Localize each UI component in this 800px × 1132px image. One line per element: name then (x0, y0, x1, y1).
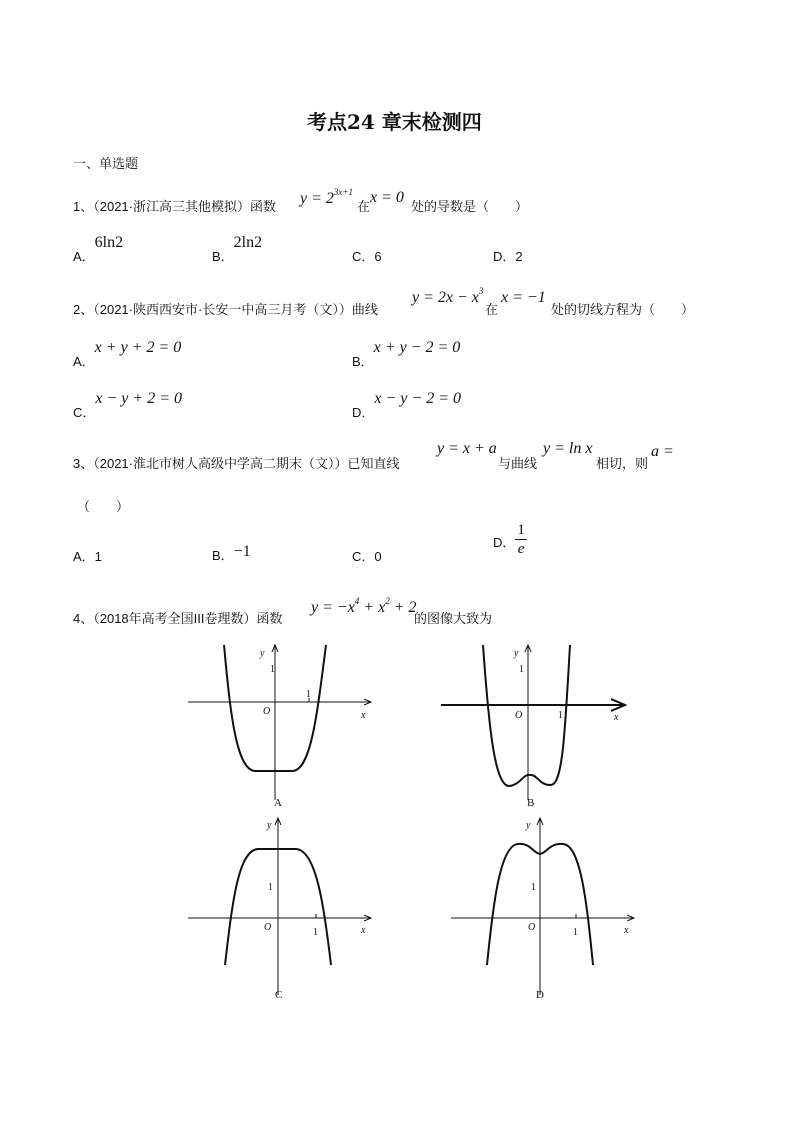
question-number: 4、 (73, 611, 94, 626)
option-b[interactable] (212, 232, 263, 264)
origin-label: O (264, 922, 272, 933)
option-value: x − y − 2 = 0 (374, 390, 461, 407)
question-2-at: 在 (485, 302, 499, 317)
option-label: D． (493, 535, 516, 550)
y-axis-label: y (526, 820, 531, 831)
section-heading: 一、单选题 (73, 156, 139, 171)
question-number: 1、 (73, 199, 94, 214)
function-exponent: 3x+1 (333, 187, 353, 197)
question-3-curve: y = ln x (543, 440, 593, 457)
question-2-stem (73, 299, 378, 318)
option-c[interactable] (352, 546, 382, 565)
option-label: D． (493, 249, 516, 264)
question-1-function (300, 187, 353, 208)
graph-d[interactable] (445, 815, 645, 1005)
option-label: A． (73, 354, 95, 369)
question-source: （2021·淮北市树人高级中学高二期末（文））已知直线 (93, 456, 400, 471)
question-3-line: y = x + a (437, 440, 497, 457)
graph-caption: C (275, 989, 283, 1001)
y-tick-label: 1 (531, 882, 536, 893)
y-tick-label: 1 (270, 664, 275, 675)
question-source: （2021·浙江高三其他模拟）函数 (93, 199, 276, 214)
option-label: A． (73, 549, 95, 564)
question-3-paren: （ ） (77, 499, 130, 514)
curve (483, 645, 570, 786)
option-value: 0 (374, 549, 382, 564)
graph-b[interactable] (435, 640, 635, 815)
function-base: y = 2 (300, 190, 334, 207)
option-d[interactable] (493, 521, 527, 558)
x-axis-label: x (624, 925, 629, 936)
option-value: x + y + 2 = 0 (94, 339, 182, 356)
option-c[interactable] (352, 246, 382, 265)
function-part: + x (359, 599, 386, 616)
question-3-tail: 相切，则 (596, 456, 649, 471)
x-tick-label: 1 (313, 927, 318, 938)
option-value-fraction (515, 521, 527, 558)
y-tick-label: 1 (519, 664, 524, 675)
y-axis-label: y (267, 820, 272, 831)
option-value: 6 (374, 249, 382, 264)
graph-caption: A (274, 797, 282, 809)
option-value: 2 (515, 249, 523, 264)
fraction-denominator: e (517, 541, 525, 557)
fraction-numerator: 1 (517, 522, 525, 538)
function-part: y = −x (311, 599, 355, 616)
option-value: −1 (233, 543, 251, 560)
question-2-point: x = −1 (501, 289, 546, 306)
question-number: 3、 (73, 456, 94, 471)
page-title: 考点24 章末检测四 (307, 110, 482, 134)
option-value: 2ln2 (233, 234, 263, 251)
origin-label: O (528, 922, 536, 933)
option-value: x − y + 2 = 0 (95, 390, 182, 407)
option-d[interactable] (493, 246, 523, 265)
graph-caption: B (527, 797, 535, 809)
option-value: 6ln2 (94, 234, 124, 251)
option-label: B． (212, 249, 234, 264)
option-b[interactable] (352, 337, 461, 369)
option-b[interactable] (212, 541, 251, 561)
y-axis-label: y (260, 648, 265, 659)
question-1-stem (73, 196, 276, 215)
x-axis-label: x (614, 712, 619, 723)
x-tick-label: 1 (573, 927, 578, 938)
origin-label: O (263, 706, 271, 717)
question-number: 2、 (73, 302, 94, 317)
option-a[interactable] (73, 232, 124, 264)
option-c[interactable] (73, 388, 182, 420)
function-base: y = 2x − x (412, 289, 479, 306)
graph-caption: D (536, 989, 544, 1001)
origin-label: O (515, 710, 523, 721)
option-a[interactable] (73, 546, 102, 565)
question-4-suffix: 的图像大致为 (414, 611, 493, 626)
option-value: 1 (94, 549, 102, 564)
y-axis-label: y (514, 648, 519, 659)
question-1-at: 在 (357, 199, 371, 214)
option-label: C． (352, 549, 375, 564)
question-3-var: a = (651, 443, 674, 460)
question-3-stem (73, 453, 399, 472)
option-label: B． (352, 354, 374, 369)
function-exponent: 2 (385, 596, 390, 606)
question-1-suffix: 处的导数是（ ） (411, 199, 529, 214)
question-1-point: x = 0 (370, 189, 404, 206)
y-tick-label: 1 (268, 882, 273, 893)
question-2-function (412, 286, 483, 307)
option-label: B． (212, 548, 234, 563)
question-4-stem (73, 608, 283, 627)
question-source: （2018年高考全国III卷理数）函数 (93, 611, 283, 626)
x-tick-label: 1 (306, 689, 311, 700)
question-source: （2021·陕西西安市·长安一中高三月考（文））曲线 (93, 302, 378, 317)
option-a[interactable] (73, 337, 182, 369)
function-part: + 2 (389, 599, 417, 616)
option-label: D． (352, 405, 375, 420)
graph-a[interactable] (180, 640, 380, 815)
question-3-mid: 与曲线 (498, 456, 538, 471)
x-axis-label: x (361, 710, 366, 721)
function-exponent: 4 (354, 596, 360, 606)
option-label: A． (73, 249, 95, 264)
function-exponent: 3 (478, 286, 484, 296)
x-tick-label: 1 (558, 710, 563, 721)
question-2-suffix: 处的切线方程为（ ） (551, 302, 695, 317)
graph-c[interactable] (180, 815, 380, 1005)
option-d[interactable] (352, 388, 461, 420)
question-4-function (311, 596, 417, 617)
x-axis-label: x (361, 925, 366, 936)
option-value: x + y − 2 = 0 (373, 339, 461, 356)
option-label: C． (352, 249, 375, 264)
option-label: C． (73, 405, 96, 420)
